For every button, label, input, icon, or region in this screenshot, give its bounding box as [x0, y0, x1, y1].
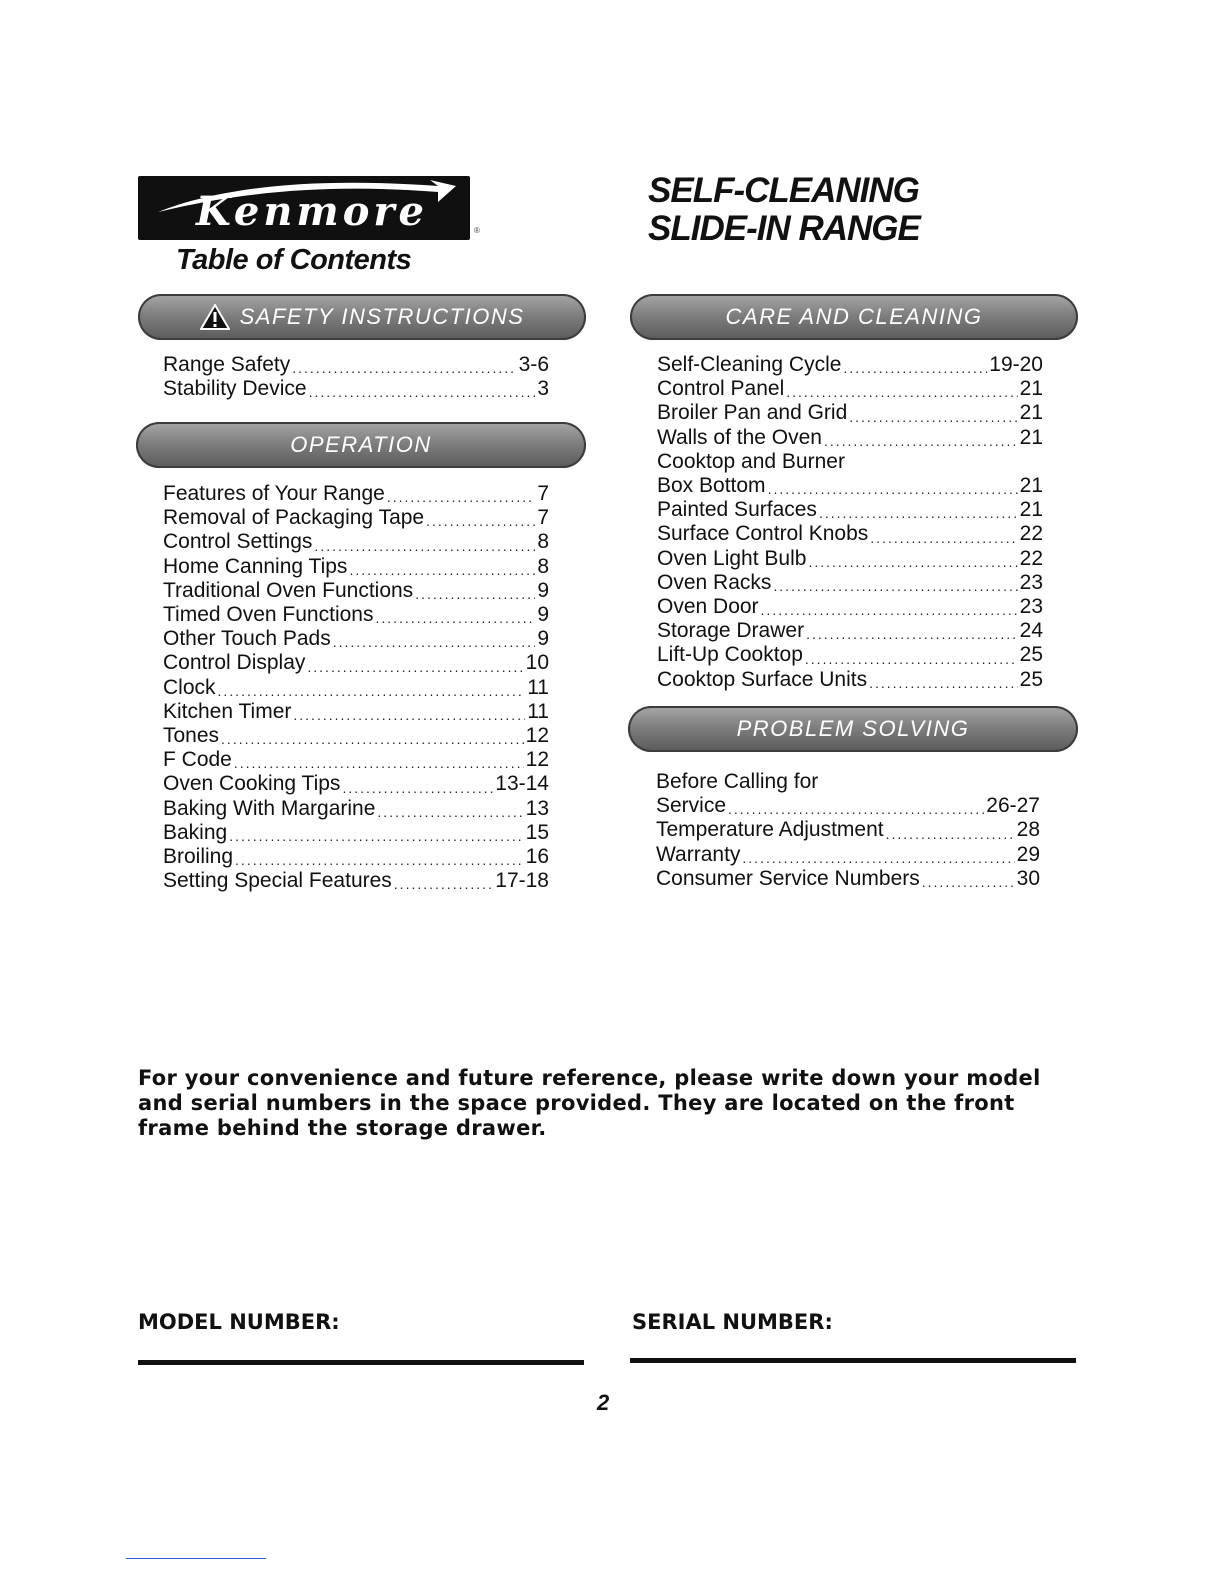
- toc-entry-label: Temperature Adjustment: [656, 818, 884, 842]
- toc-entry-page: 30: [1016, 866, 1040, 890]
- toc-entry: [163, 579, 549, 603]
- toc-entry-page: 28: [1016, 818, 1040, 842]
- toc-entry-label: Other Touch Pads: [163, 627, 331, 651]
- toc-entry-label: Service: [656, 794, 727, 818]
- leader-dots: [786, 383, 1017, 401]
- toc-entry: [163, 603, 549, 627]
- toc-entry: [657, 426, 1043, 450]
- leader-dots: [805, 650, 1018, 668]
- toc-entry-page: 11: [527, 699, 549, 723]
- toc-entry-page: 8: [537, 554, 549, 578]
- toc-entry-label: Stability Device: [163, 377, 307, 401]
- toc-entry-page: 3: [537, 377, 549, 401]
- toc-entry-label: Consumer Service Numbers: [656, 866, 920, 890]
- leader-dots: [293, 706, 525, 724]
- toc-entry: [657, 353, 1043, 377]
- toc-entry-label: Surface Control Knobs: [657, 522, 869, 546]
- toc-entry: [163, 748, 549, 772]
- toc-entry: [163, 821, 549, 845]
- toc-list-care: [657, 353, 1043, 692]
- section-banner-care: [630, 294, 1078, 340]
- toc-entry-page: 21: [1019, 474, 1043, 498]
- leader-dots: [869, 674, 1018, 692]
- leader-dots: [218, 682, 526, 700]
- toc-entry-page: 23: [1019, 570, 1043, 594]
- toc-entry-label: Control Settings: [163, 530, 313, 554]
- toc-entry-label: Lift-Up Cooktop: [657, 643, 803, 667]
- toc-entry-page: 16: [525, 845, 549, 869]
- toc-entry-page: 8: [537, 530, 549, 554]
- toc-entry-label: Kitchen Timer: [163, 699, 292, 723]
- kenmore-logo: [138, 176, 470, 240]
- toc-entry: [163, 676, 549, 700]
- toc-entry-page: 9: [537, 578, 549, 602]
- toc-entry: [163, 869, 549, 893]
- toc-entry: [163, 530, 549, 554]
- toc-entry: [163, 506, 549, 530]
- toc-entry-label: Home Canning Tips: [163, 554, 348, 578]
- toc-entry-label: Cooktop and Burner: [657, 449, 845, 473]
- leader-dots: [728, 800, 984, 818]
- toc-entry: [163, 651, 549, 675]
- toc-entry: [657, 522, 1043, 546]
- leader-dots: [292, 359, 516, 377]
- toc-entry-label: Warranty: [656, 842, 741, 866]
- toc-entry: [163, 845, 549, 869]
- toc-entry-label: Tones: [163, 724, 220, 748]
- toc-entry: [656, 818, 1040, 842]
- toc-entry-page: 21: [1019, 377, 1043, 401]
- toc-entry: [163, 772, 549, 796]
- serial-number-line[interactable]: [630, 1358, 1076, 1363]
- leader-dots: [806, 625, 1018, 643]
- leader-dots: [761, 601, 1018, 619]
- toc-entry-label: Setting Special Features: [163, 869, 392, 893]
- section-banner-operation-label: OPERATION: [290, 432, 432, 457]
- toc-entry-page: 21: [1019, 498, 1043, 522]
- toc-entry-page: 13: [525, 796, 549, 820]
- toc-entry: [657, 547, 1043, 571]
- leader-dots: [426, 512, 535, 530]
- leader-dots: [886, 825, 1015, 843]
- toc-entry-label: Control Panel: [657, 377, 785, 401]
- toc-entry-label: Storage Drawer: [657, 619, 805, 643]
- toc-entry: [656, 867, 1040, 891]
- leader-dots: [349, 561, 535, 579]
- toc-entry-label: Oven Racks: [657, 570, 772, 594]
- leader-dots: [333, 633, 536, 651]
- leader-dots: [415, 585, 535, 603]
- toc-entry-label: Cooktop Surface Units: [657, 667, 868, 691]
- toc-entry-label: Timed Oven Functions: [163, 603, 374, 627]
- toc-entry-label: Removal of Packaging Tape: [163, 506, 425, 530]
- toc-entry: [163, 627, 549, 651]
- toc-entry: [657, 450, 1043, 474]
- toc-entry-page: 13-14: [495, 772, 549, 796]
- leader-dots: [824, 432, 1018, 450]
- toc-entry: [163, 797, 549, 821]
- toc-entry-label: Oven Cooking Tips: [163, 772, 341, 796]
- toc-entry: [163, 482, 549, 506]
- section-banner-care-label: CARE AND CLEANING: [725, 304, 983, 329]
- toc-entry-label: Box Bottom: [657, 474, 766, 498]
- toc-entry-page: 15: [525, 820, 549, 844]
- toc-entry-label: F Code: [163, 748, 232, 772]
- leader-dots: [342, 779, 493, 797]
- leader-dots: [394, 875, 493, 893]
- leader-dots: [309, 383, 536, 401]
- document-title: [648, 172, 920, 248]
- leader-dots: [870, 529, 1017, 547]
- toc-entry-page: 26-27: [986, 794, 1040, 818]
- toc-entry-page: 11: [527, 675, 549, 699]
- toc-entry: [657, 595, 1043, 619]
- toc-entry: [656, 770, 1040, 794]
- toc-entry: [657, 643, 1043, 667]
- leader-dots: [808, 553, 1017, 571]
- toc-entry-label: Oven Light Bulb: [657, 546, 807, 570]
- toc-entry-label: Clock: [163, 675, 216, 699]
- leader-dots: [235, 851, 524, 869]
- section-banner-safety: [138, 294, 586, 340]
- toc-entry: [656, 794, 1040, 818]
- section-banner-safety-label: SAFETY INSTRUCTIONS: [239, 304, 525, 329]
- toc-entry-label: Control Display: [163, 651, 306, 675]
- toc-list-safety: [163, 353, 549, 401]
- leader-dots: [221, 730, 524, 748]
- toc-entry-page: 3-6: [518, 353, 549, 376]
- toc-entry-label: Broiler Pan and Grid: [657, 401, 848, 425]
- toc-entry-page: 25: [1019, 667, 1043, 691]
- toc-entry-page: 7: [537, 506, 549, 530]
- model-number-line[interactable]: [138, 1360, 584, 1365]
- toc-entry-page: 21: [1019, 401, 1043, 425]
- toc-entry-page: 7: [537, 482, 549, 505]
- section-banner-operation: [136, 422, 586, 468]
- page-number: 2: [597, 1390, 610, 1415]
- leader-dots: [922, 873, 1015, 891]
- toc-entry: [163, 700, 549, 724]
- toc-entry-page: 19-20: [989, 353, 1043, 376]
- toc-entry: [163, 377, 549, 401]
- toc-entry-page: 22: [1019, 546, 1043, 570]
- leader-dots: [768, 480, 1018, 498]
- toc-entry: [163, 353, 549, 377]
- section-banner-problem: [628, 706, 1078, 752]
- footer-link-underline: [126, 1558, 266, 1559]
- toc-entry-label: Baking: [163, 820, 228, 844]
- toc-entry-label: Traditional Oven Functions: [163, 578, 414, 602]
- leader-dots: [307, 658, 523, 676]
- toc-list-operation: [163, 482, 549, 893]
- toc-entry: [163, 555, 549, 579]
- toc-entry-label: Self-Cleaning Cycle: [657, 353, 842, 376]
- leader-dots: [849, 408, 1017, 426]
- section-banner-problem-label: PROBLEM SOLVING: [736, 716, 970, 741]
- trademark-mark: ®: [474, 226, 480, 235]
- leader-dots: [375, 609, 535, 627]
- toc-entry: [657, 498, 1043, 522]
- leader-dots: [229, 827, 523, 845]
- leader-dots: [234, 754, 524, 772]
- serial-number-label: SERIAL NUMBER:: [632, 1310, 833, 1334]
- toc-entry-label: Broiling: [163, 845, 234, 869]
- toc-entry-page: 23: [1019, 595, 1043, 619]
- logo-text: Kenmore: [196, 188, 428, 235]
- model-number-label: MODEL NUMBER:: [138, 1310, 340, 1334]
- record-numbers-note: For your convenience and future reference, please write down your model and serial numbers in the space provided. They are located on the front frame behind the storage drawer.: [138, 1066, 1041, 1140]
- toc-entry-page: 10: [525, 651, 549, 675]
- toc-entry-page: 22: [1019, 522, 1043, 546]
- document-title-line1: SELF-CLEANING: [648, 171, 919, 210]
- toc-entry-page: 12: [525, 724, 549, 748]
- toc-entry-page: 9: [537, 627, 549, 651]
- toc-entry-label: Baking With Margarine: [163, 796, 376, 820]
- toc-entry: [656, 843, 1040, 867]
- warning-triangle-icon: [200, 304, 230, 330]
- leader-dots: [314, 537, 535, 555]
- leader-dots: [843, 359, 987, 377]
- leader-dots: [387, 488, 535, 506]
- toc-entry-page: 21: [1019, 425, 1043, 449]
- toc-list-problem: [656, 770, 1040, 891]
- toc-entry-page: 25: [1019, 643, 1043, 667]
- document-title-line2: SLIDE-IN RANGE: [648, 209, 920, 248]
- toc-entry-page: 17-18: [495, 869, 549, 893]
- toc-entry-label: Before Calling for: [656, 770, 819, 793]
- toc-entry: [657, 668, 1043, 692]
- toc-entry-page: 12: [525, 748, 549, 772]
- leader-dots: [819, 504, 1018, 522]
- leader-dots: [377, 803, 523, 821]
- toc-entry-label: Features of Your Range: [163, 482, 385, 505]
- toc-entry-page: 24: [1019, 619, 1043, 643]
- toc-entry-label: Range Safety: [163, 353, 291, 376]
- toc-entry-page: 9: [537, 603, 549, 627]
- toc-entry-label: Oven Door: [657, 595, 759, 619]
- toc-entry-page: 29: [1016, 842, 1040, 866]
- toc-entry: [657, 377, 1043, 401]
- leader-dots: [773, 577, 1017, 595]
- leader-dots: [742, 849, 1014, 867]
- toc-entry: [657, 474, 1043, 498]
- toc-entry-label: Painted Surfaces: [657, 498, 817, 522]
- toc-entry-label: Walls of the Oven: [657, 425, 822, 449]
- toc-entry: [163, 724, 549, 748]
- toc-entry: [657, 401, 1043, 425]
- page-title: Table of Contents: [176, 244, 412, 276]
- toc-entry: [657, 619, 1043, 643]
- toc-entry: [657, 571, 1043, 595]
